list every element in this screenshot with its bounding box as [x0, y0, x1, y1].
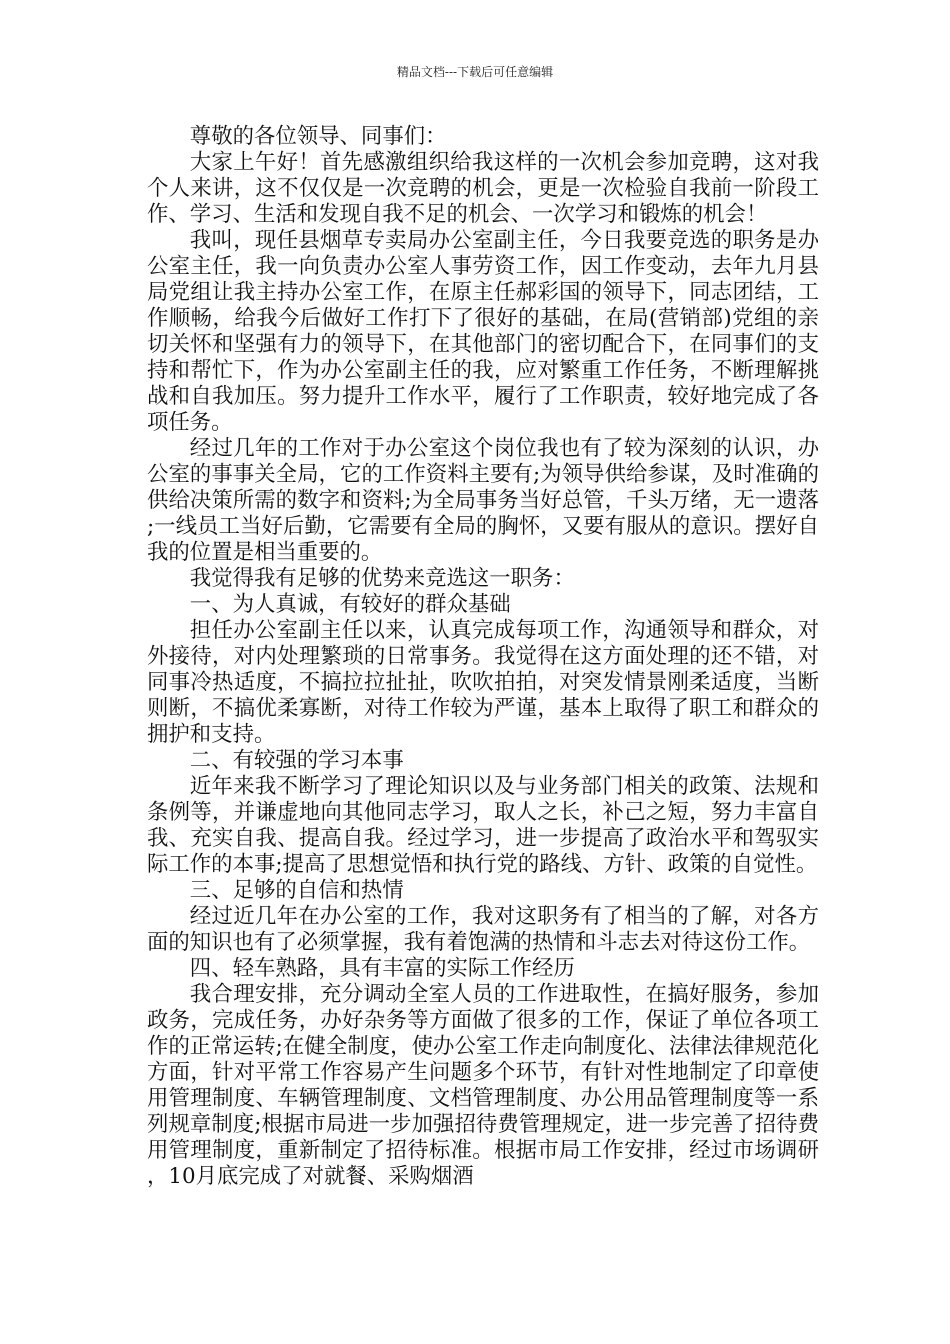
document-body: [147, 124, 819, 1190]
salutation: 尊敬的各位领导、同事们：: [189, 124, 447, 149]
paragraph-section-4: 我合理安排，充分调动全室人员的工作进取性，在搞好服务，参加政务，完成任务，办好杂务等方面做了很多的工作，保证了单位各项工作的正常运转;在健全制度，使办公室工作走向制度化、法律法律规范化方面，针对平常工作容易产生问题多个环节，有针对性地制定了印章使用管理制度、车辆管理制度、文档管理制度、办公用品管理制度等一系列规章制度;根据市局进一步加强招待费管理规定，进一步完善了招待费用管理制度，重新制定了招待标准。根据市局工作安排，经过市场调研，10月底完成了对就餐、采购烟酒: [147, 982, 819, 1189]
section-heading-1: 一、为人真诚，有较好的群众基础: [189, 592, 511, 617]
paragraph-section-1: 担任办公室副主任以来，认真完成每项工作，沟通领导和群众，对外接待，对内处理繁琐的日常事务。我觉得在这方面处理的还不错，对同事冷热适度，不搞拉拉扯扯，吹吹拍拍，对突发情景刚柔适度，当断则断，不搞优柔寡断，对待工作较为严谨，基本上取得了职工和群众的拥护和支持。: [147, 618, 819, 747]
paragraph-office-understanding: 经过几年的工作对于办公室这个岗位我也有了较为深刻的认识，办公室的事事关全局，它的工作资料主要有;为领导供给参谋，及时准确的供给决策所需的数字和资料;为全局事务当好总管，千头万绪，无一遗落;一线员工当好后勤，它需要有全局的胸怀，又要有服从的意识。摆好自我的位置是相当重要的。: [147, 436, 819, 565]
section-heading-2: 二、有较强的学习本事: [189, 748, 404, 773]
section-heading-3: 三、足够的自信和热情: [189, 878, 404, 903]
paragraph-section-2: 近年来我不断学习了理论知识以及与业务部门相关的政策、法规和条例等，并谦虚地向其他同志学习，取人之长，补己之短，努力丰富自我、充实自我、提高自我。经过学习，进一步提高了政治水平和驾驭实际工作的本事;提高了思想觉悟和执行党的路线、方针、政策的自觉性。: [147, 774, 819, 877]
page-header: 精品文档---下载后可任意编辑: [396, 65, 554, 79]
paragraph-section-3: 经过近几年在办公室的工作，我对这职务有了相当的了解，对各方面的知识也有了必须掌握，我有着饱满的热情和斗志去对待这份工作。: [147, 904, 819, 955]
paragraph-greeting: 大家上午好！首先感激组织给我这样的一次机会参加竞聘，这对我个人来讲，这不仅仅是一次竞聘的机会，更是一次检验自我前一阶段工作、学习、生活和发现自我不足的机会、一次学习和锻炼的机会！: [147, 150, 819, 227]
paragraph-introduction: 我叫，现任县烟草专卖局办公室副主任，今日我要竞选的职务是办公室主任，我一向负责办公室人事劳资工作，因工作变动，去年九月县局党组让我主持办公室工作，在原主任郝彩国的领导下，同志团结，工作顺畅，给我今后做好工作打下了很好的基础，在局(营销部)党组的亲切关怀和坚强有力的领导下，在其他部门的密切配合下，在同事们的支持和帮忙下，作为办公室副主任的我，应对繁重工作任务，不断理解挑战和自我加压。努力提升工作水平，履行了工作职责，较好地完成了各项任务。: [147, 228, 819, 435]
section-heading-4: 四、轻车熟路，具有丰富的实际工作经历: [189, 956, 575, 981]
paragraph-advantages-intro: 我觉得我有足够的优势来竞选这一职务：: [189, 566, 575, 591]
